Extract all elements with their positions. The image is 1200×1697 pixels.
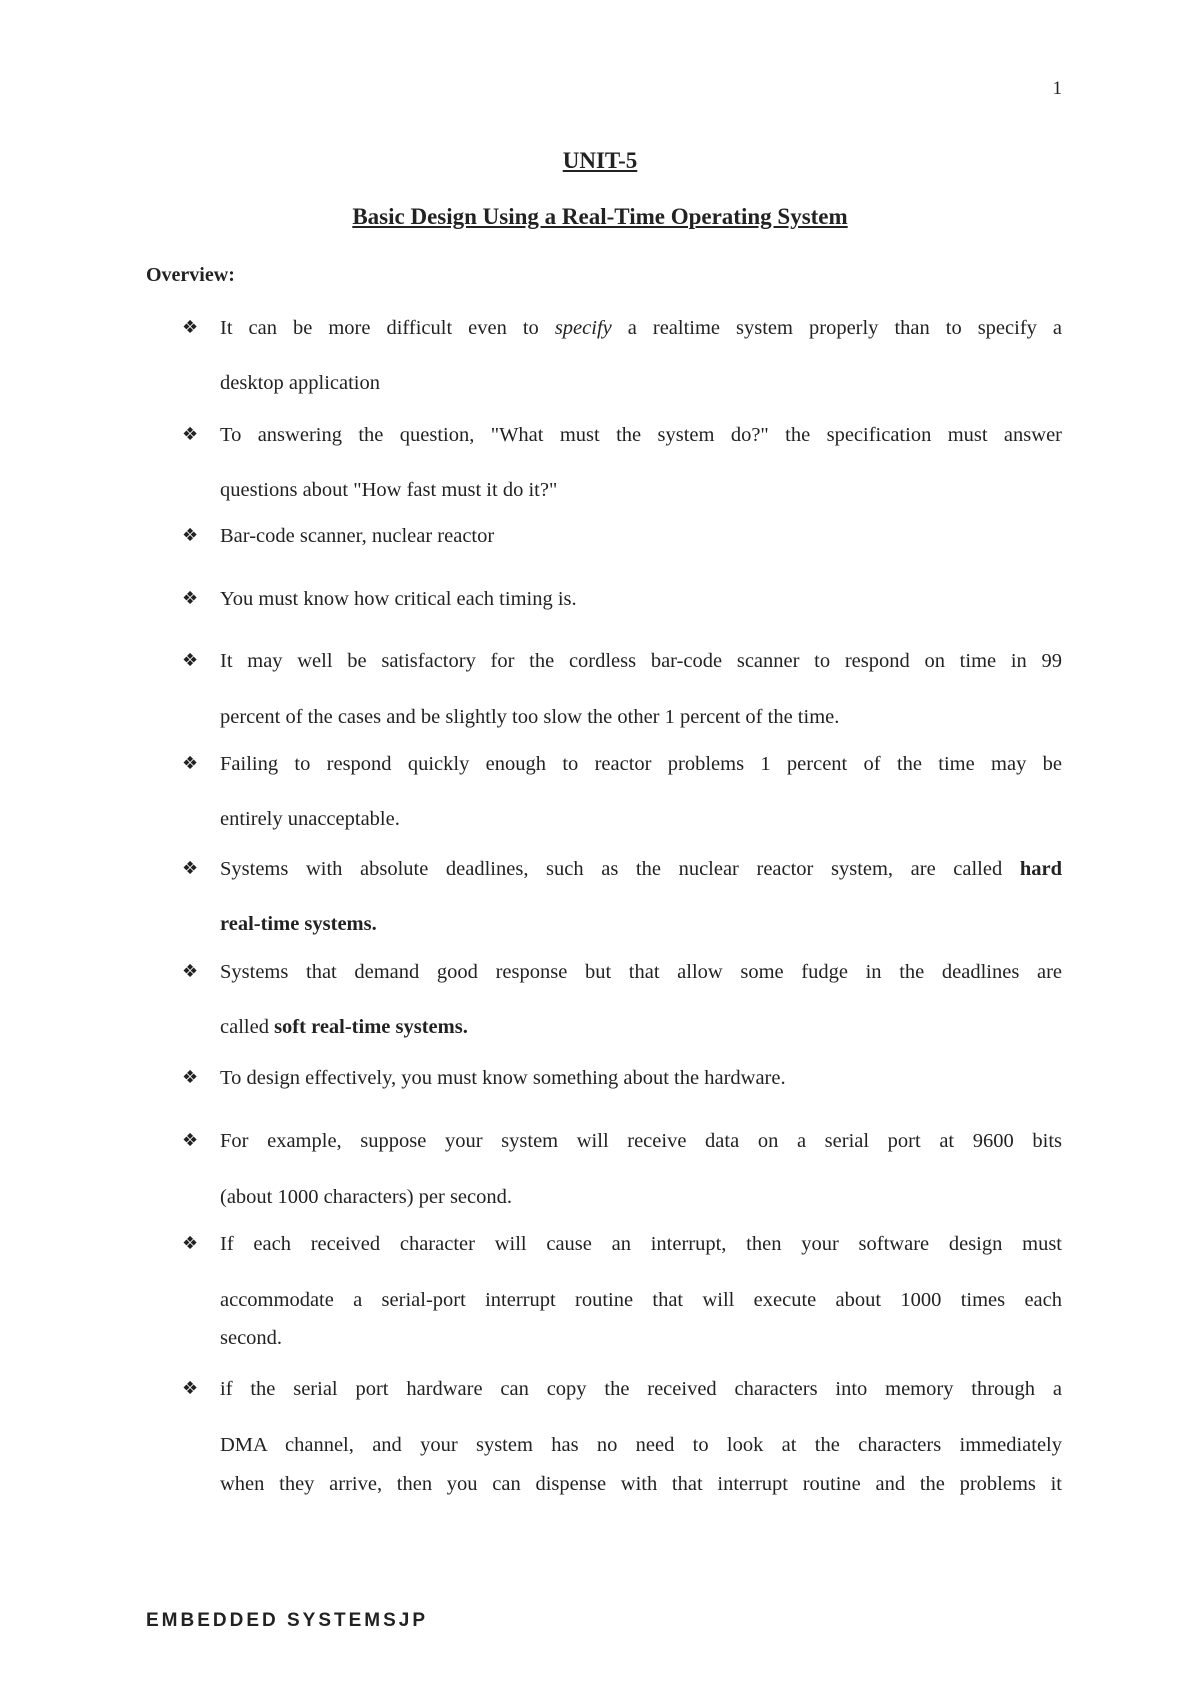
text-line xyxy=(220,475,1062,505)
diamond-bullet-icon: ❖ xyxy=(182,1067,199,1088)
text-run: Failing to respond quickly enough to reactor problems 1 percent of the time may be xyxy=(220,753,1062,775)
text-run: when they arrive, then you can dispense with that interrupt routine and the problems it xyxy=(220,1473,1062,1495)
overview-heading: Overview: xyxy=(146,264,235,286)
text-line xyxy=(220,1323,1062,1353)
italic-term: specify xyxy=(554,317,612,339)
text-line xyxy=(220,1469,1062,1499)
text-run: Systems with absolute deadlines, such as the nuclear reactor system, are called xyxy=(220,858,1020,880)
text-line xyxy=(220,1285,1062,1315)
text-line xyxy=(220,1063,1062,1093)
text-line xyxy=(220,854,1062,884)
text-line xyxy=(220,749,1062,779)
text-line xyxy=(220,1430,1062,1460)
text-run: if the serial port hardware can copy the received characters into memory through a xyxy=(220,1378,1062,1400)
diamond-bullet-icon: ❖ xyxy=(182,525,199,546)
text-run: It can be more difficult even to xyxy=(220,317,555,339)
text-line xyxy=(220,1126,1062,1156)
diamond-bullet-icon: ❖ xyxy=(182,961,199,982)
text-line xyxy=(220,702,1062,732)
diamond-bullet-icon: ❖ xyxy=(182,1378,199,1399)
text-run: If each received character will cause an interrupt, then your software design must xyxy=(220,1233,1062,1255)
diamond-bullet-icon: ❖ xyxy=(182,858,199,879)
text-run: accommodate a serial-port interrupt routine that will execute about 1000 times each xyxy=(220,1289,1062,1311)
text-run: To design effectively, you must know something about the hardware. xyxy=(220,1067,786,1089)
text-run: You must know how critical each timing is. xyxy=(220,588,577,610)
text-run: a realtime system properly than to specify a xyxy=(611,317,1062,339)
text-run: Systems that demand good response but that allow some fudge in the deadlines are xyxy=(220,961,1062,983)
text-line xyxy=(220,1012,1062,1042)
text-line xyxy=(220,1229,1062,1259)
text-line xyxy=(220,1374,1062,1404)
diamond-bullet-icon: ❖ xyxy=(182,588,199,609)
text-run: (about 1000 characters) per second. xyxy=(220,1186,512,1208)
text-run: DMA channel, and your system has no need to look at the characters immediately xyxy=(220,1434,1062,1456)
text-line xyxy=(220,957,1062,987)
text-line xyxy=(220,313,1062,343)
text-run: entirely unacceptable. xyxy=(220,808,400,830)
diamond-bullet-icon: ❖ xyxy=(182,317,199,338)
text-run: called xyxy=(220,1016,275,1038)
diamond-bullet-icon: ❖ xyxy=(182,1233,199,1254)
text-line xyxy=(220,804,1062,834)
text-line xyxy=(220,909,1062,939)
text-run: Bar-code scanner, nuclear reactor xyxy=(220,525,495,547)
text-line xyxy=(220,646,1062,676)
text-run: questions about "How fast must it do it?" xyxy=(220,479,558,501)
text-run: percent of the cases and be slightly too slow the other 1 percent of the time. xyxy=(220,706,840,728)
bold-term: soft real-time systems. xyxy=(274,1016,468,1038)
diamond-bullet-icon: ❖ xyxy=(182,424,199,445)
diamond-bullet-icon: ❖ xyxy=(182,1130,199,1151)
document-title: Basic Design Using a Real-Time Operating System xyxy=(352,204,848,229)
diamond-bullet-icon: ❖ xyxy=(182,753,199,774)
text-line xyxy=(220,368,1062,398)
unit-title: UNIT-5 xyxy=(562,148,638,173)
text-run: desktop application xyxy=(220,372,380,394)
page-footer: EMBEDDED SYSTEMSJP xyxy=(146,1610,429,1631)
text-run: second. xyxy=(220,1327,283,1349)
page-number: 1 xyxy=(1052,78,1062,99)
text-line xyxy=(220,420,1062,450)
bold-term: real-time systems. xyxy=(220,913,377,935)
text-line xyxy=(220,521,1062,551)
text-run: For example, suppose your system will receive data on a serial port at 9600 bits xyxy=(220,1130,1062,1152)
text-line xyxy=(220,584,1062,614)
diamond-bullet-icon: ❖ xyxy=(182,650,199,671)
text-run: It may well be satisfactory for the cordless bar-code scanner to respond on time in 99 xyxy=(220,650,1062,672)
text-line xyxy=(220,1182,1062,1212)
bold-term: hard xyxy=(1019,858,1062,880)
text-run: To answering the question, "What must the system do?" the specification must answer xyxy=(220,424,1062,446)
